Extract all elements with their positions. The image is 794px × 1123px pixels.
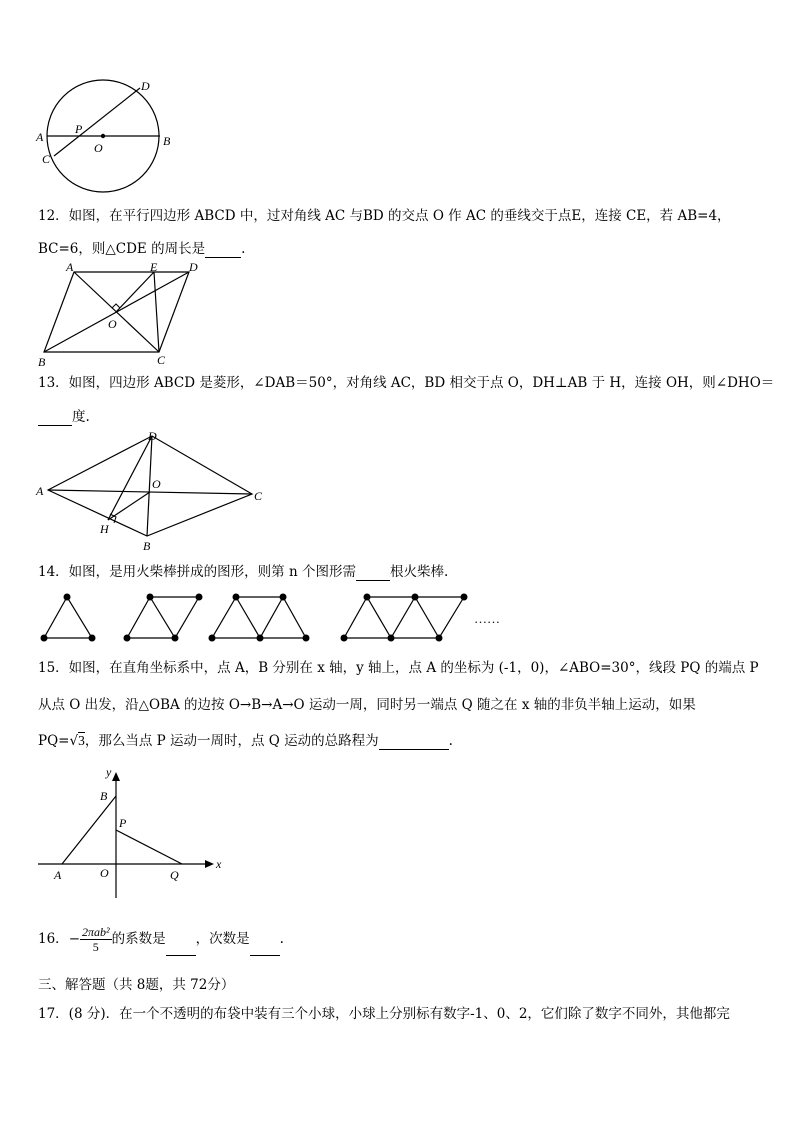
label-a: A <box>54 868 62 882</box>
circle-figure <box>30 70 180 195</box>
label-h: H <box>100 522 109 536</box>
fraction-denominator: 5 <box>92 940 99 954</box>
label-c: C <box>42 152 51 166</box>
x-axis-arrow <box>205 860 214 868</box>
q15-period: . <box>448 733 453 749</box>
sqrt-value: 3 <box>78 733 85 748</box>
label-b: B <box>38 355 46 369</box>
label-o: O <box>152 477 161 491</box>
monomial-fraction <box>80 925 112 954</box>
right-angle-mark <box>112 304 120 308</box>
coordinate-figure <box>34 762 234 902</box>
center-point <box>101 134 105 138</box>
label-b: B <box>143 539 151 553</box>
q15-line3 <box>38 732 453 750</box>
pattern-2 <box>127 597 199 638</box>
q16-text-b: ，次数是 <box>195 931 250 947</box>
q16-period: . <box>279 931 284 947</box>
q15-answer-blank[interactable] <box>379 735 449 750</box>
q13-answer-blank[interactable] <box>38 411 72 426</box>
label-a: A <box>36 130 44 144</box>
label-b: B <box>163 134 171 148</box>
q13-line1: 13．如图，四边形 ABCD 是菱形，∠DAB＝50°，对角线 AC，BD 相交于点 O，DH⊥AB 于 H，连接 OH，则∠DHO＝ <box>38 375 775 391</box>
label-d: D <box>141 79 150 93</box>
matchstick-figure <box>34 588 514 648</box>
q12-period: . <box>241 241 246 257</box>
label-c: C <box>157 353 166 367</box>
label-d: D <box>148 429 157 443</box>
q13-line2 <box>38 408 90 426</box>
segment-ab <box>62 796 116 864</box>
y-axis-arrow <box>112 772 120 781</box>
label-p: P <box>75 122 83 136</box>
ellipsis: …… <box>474 611 500 626</box>
q16-line <box>38 922 284 956</box>
label-c: C <box>254 489 263 503</box>
minus-sign: − <box>68 931 80 947</box>
pattern-4 <box>344 597 464 638</box>
label-e: E <box>150 260 158 274</box>
q14-line <box>38 563 448 581</box>
q17-line: 17．(8 分)．在一个不透明的布袋中装有三个小球，小球上分别标有数字-1、0、2，它们除了数字不同外，其他都完 <box>38 1006 730 1022</box>
q12-text: BC=6，则△CDE 的周长是 <box>38 241 206 257</box>
label-y: y <box>106 765 112 779</box>
q15-line1: 15．如图，在直角坐标系中，点 A，B 分别在 x 轴，y 轴上，点 A 的坐标为 (-1，0)，∠ABO=30°，线段 PQ 的端点 P <box>38 660 759 676</box>
fraction-numerator: 2πab² <box>82 925 110 939</box>
q14-answer-blank[interactable] <box>356 566 390 581</box>
sqrt-symbol: √ <box>69 733 79 749</box>
label-q: Q <box>170 868 179 882</box>
label-o: O <box>108 317 117 331</box>
label-x: x <box>216 857 222 871</box>
q16-degree-blank[interactable] <box>250 935 280 956</box>
label-b: B <box>100 789 108 803</box>
q12-line2 <box>38 240 245 258</box>
segment-dh <box>108 436 152 520</box>
section-title: 三、解答题（共 8题，共 72分） <box>38 977 235 993</box>
q15-line2: 从点 O 出发，沿△OBA 的边按 O→B→A→O 运动一周，同时另一端点 Q 随之在 x 轴的非负半轴上运动，如果 <box>38 697 696 713</box>
segment-ce <box>154 272 159 352</box>
segment-pq <box>116 830 182 864</box>
q13-unit: 度. <box>72 409 90 425</box>
q16-coefficient-blank[interactable] <box>166 935 196 956</box>
q16-text-a: 的系数是 <box>111 931 166 947</box>
parallelogram-figure <box>34 260 204 370</box>
q14-text-a: 14．如图，是用火柴棒拼成的图形，则第 n 个图形需 <box>38 564 356 580</box>
pattern-3 <box>212 597 306 638</box>
label-a: A <box>36 484 44 498</box>
label-d: D <box>189 260 198 274</box>
q14-text-b: 根火柴棒. <box>389 564 449 580</box>
rhombus-figure <box>30 428 270 553</box>
pattern-1 <box>44 597 92 638</box>
q15-text: ，那么当点 P 运动一周时，点 Q 运动的总路程为 <box>84 733 379 749</box>
q12-line1: 12．如图，在平行四边形 ABCD 中，过对角线 AC 与BD 的交点 O 作 AC 的垂线交于点E，连接 CE，若 AB=4， <box>38 208 731 224</box>
label-p: P <box>119 816 127 830</box>
label-a: A <box>66 260 74 274</box>
q16-number: 16． <box>38 931 69 947</box>
segment-oe <box>116 272 154 312</box>
label-o: O <box>100 866 109 880</box>
label-o: O <box>94 141 103 155</box>
q15-pq: PQ= <box>38 733 70 749</box>
q12-answer-blank[interactable] <box>205 243 241 258</box>
